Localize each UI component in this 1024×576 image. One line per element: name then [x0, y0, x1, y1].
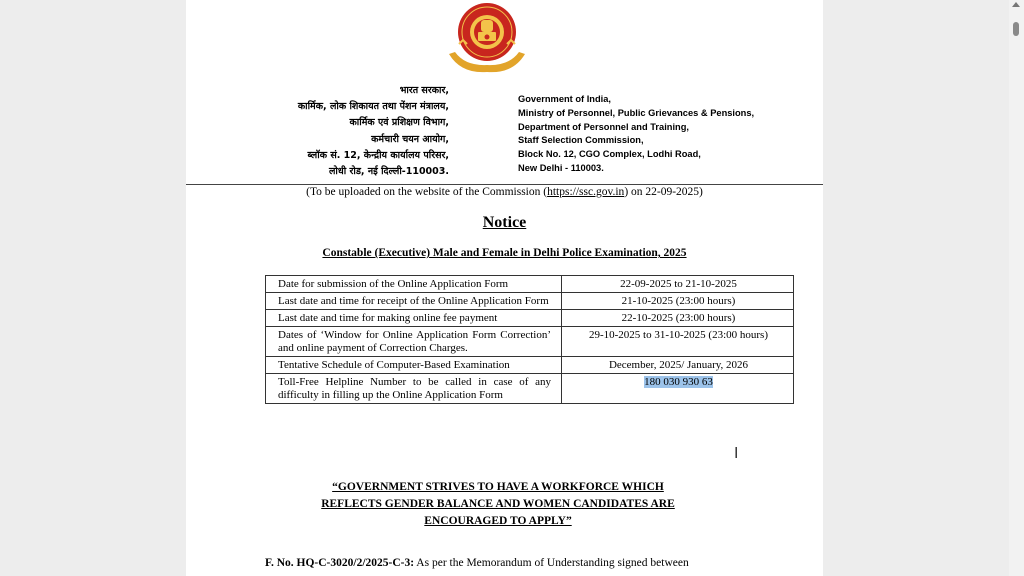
english-address-line: Block No. 12, CGO Complex, Lodhi Road,	[518, 149, 701, 160]
upload-note-prefix: (To be uploaded on the website of the Commission (	[306, 186, 548, 198]
upload-note	[186, 186, 823, 198]
schedule-value: 22-10-2025 (23:00 hours)	[562, 310, 794, 327]
schedule-label: Dates of ‘Window for Online Application Form Correction’ and online payment of Correction Charges.	[266, 327, 562, 357]
helpline-cell	[562, 374, 794, 404]
table-row	[266, 276, 794, 293]
schedule-value: 21-10-2025 (23:00 hours)	[562, 293, 794, 310]
english-address-line: Government of India,	[518, 94, 611, 104]
hindi-address-line: कार्मिक, लोक शिकायत तथा पेंशन मंत्रालय,	[297, 101, 449, 113]
helpline-number-selected[interactable]: 180 030 930 63	[644, 376, 713, 388]
slogan-line: ENCOURAGED TO APPLY”	[424, 515, 572, 527]
vertical-scrollbar[interactable]	[1009, 0, 1024, 576]
table-row	[266, 374, 794, 404]
notice-title: Notice	[482, 214, 527, 231]
scrollbar-thumb[interactable]	[1013, 22, 1019, 36]
upload-note-suffix: ) on 22-09-2025)	[624, 186, 703, 198]
slogan-line: “GOVERNMENT STRIVES TO HAVE A WORKFORCE WHICH	[332, 481, 664, 493]
table-row	[266, 357, 794, 374]
ssc-emblem-logo	[441, 2, 533, 74]
text-cursor-icon: I	[734, 444, 739, 462]
schedule-label: Date for submission of the Online Application Form	[266, 276, 562, 293]
file-number-text: As per the Memorandum of Understanding signed between	[414, 557, 689, 569]
schedule-value: 22-09-2025 to 21-10-2025	[562, 276, 794, 293]
schedule-label: Toll-Free Helpline Number to be called in case of any difficulty in filling up the Online Application Form	[266, 374, 562, 404]
header-divider	[186, 184, 823, 185]
slogan-block	[186, 479, 810, 530]
document-page	[186, 0, 823, 576]
schedule-label: Last date and time for receipt of the Online Application Form	[266, 293, 562, 310]
schedule-value: 29-10-2025 to 31-10-2025 (23:00 hours)	[562, 327, 794, 357]
hindi-address-block	[298, 83, 449, 180]
scroll-up-arrow-icon[interactable]	[1012, 2, 1020, 7]
file-number: F. No. HQ-C-3020/2/2025-C-3:	[265, 557, 415, 569]
file-number-paragraph	[265, 557, 805, 569]
table-row	[266, 327, 794, 357]
schedule-value: December, 2025/ January, 2026	[562, 357, 794, 374]
exam-subject-heading: Constable (Executive) Male and Female in Delhi Police Examination, 2025	[322, 247, 687, 259]
english-address-block	[518, 93, 754, 176]
english-address-line: New Delhi - 110003.	[518, 162, 604, 173]
hindi-address-line: लोधी रोड, नई दिल्ली-110003.	[328, 166, 449, 178]
table-row	[266, 293, 794, 310]
table-row	[266, 310, 794, 327]
schedule-table	[265, 275, 794, 404]
english-address-line: Staff Selection Commission,	[518, 135, 644, 146]
schedule-label: Tentative Schedule of Computer-Based Examination	[266, 357, 562, 374]
hindi-address-line: कार्मिक एवं प्रशिक्षण विभाग,	[349, 117, 449, 129]
english-address-line: Department of Personnel and Training,	[518, 121, 689, 132]
hindi-address-line: भारत सरकार,	[399, 85, 449, 96]
slogan-line: REFLECTS GENDER BALANCE AND WOMEN CANDIDATES ARE	[321, 498, 675, 510]
hindi-address-line: कर्मचारी चयन आयोग,	[371, 133, 449, 145]
schedule-label: Last date and time for making online fee payment	[266, 310, 562, 327]
hindi-address-line: ब्लॉक सं. 12, केन्द्रीय कार्यालय परिसर,	[307, 149, 449, 161]
english-address-line: Ministry of Personnel, Public Grievances & Pensions,	[518, 107, 755, 118]
website-link[interactable]: https://ssc.gov.in	[547, 186, 625, 198]
